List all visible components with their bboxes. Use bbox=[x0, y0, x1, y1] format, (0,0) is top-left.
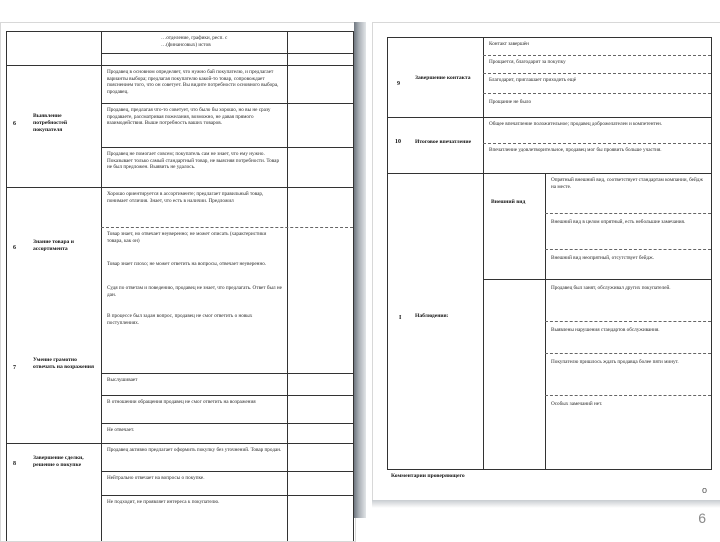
row-cell: В процессе был задан вопрос, продавец не смог ответить о новых поступлениях. bbox=[107, 313, 253, 326]
row-cell: В отношении обращения продавец не смог ответить на возражения bbox=[107, 399, 256, 405]
row-cell: Покупателю пришлось ждать продавца более пяти минут. bbox=[551, 359, 679, 365]
row-cell: Товар знает плохо; не может ответить на вопросы, отвечает неуверенно. bbox=[107, 261, 267, 267]
row-cell: Выслушивает bbox=[107, 377, 138, 383]
table-border bbox=[6, 31, 7, 541]
row-cell: Опрятный внешний вид, соответствует стандартам компании, бейдж на месте. bbox=[551, 177, 703, 190]
row-cell: Внешний вид в целом опрятный, есть небольшие замечания. bbox=[551, 219, 686, 225]
table-border bbox=[483, 279, 711, 280]
table-border bbox=[101, 103, 353, 104]
table-border bbox=[101, 395, 353, 396]
table-border bbox=[101, 373, 353, 374]
row-divider bbox=[483, 143, 711, 144]
row-cell: Продавец в основном определяет, что нужно бай покупателю, и предлагает варианты выбора; предлагая покупателю какой-то товар, сопровождает пояснением того, что он советует. Вы видите потребности основного выбора, продавец. bbox=[107, 69, 279, 95]
table-border bbox=[6, 443, 354, 444]
row-cell: Не подходит, не проявляет интереса к покупателю. bbox=[107, 499, 220, 505]
row-cell: Не отвечает. bbox=[107, 427, 135, 433]
row-cell: Контакт завершён bbox=[489, 41, 529, 47]
table-border bbox=[101, 31, 102, 541]
header-line-secondary: …(финансовых) истов bbox=[161, 42, 211, 48]
page-shadow bbox=[354, 22, 366, 518]
row-label: Итоговое впечатление bbox=[415, 139, 472, 145]
row-cell: Судя по ответам и поведению, продавец не знает, что предлагать. Ответ был не дан. bbox=[107, 285, 282, 298]
row-label: Завершение сделки, решение о покупке bbox=[33, 455, 84, 468]
row-label: Внешний вид bbox=[491, 199, 526, 205]
row-divider bbox=[483, 93, 711, 94]
row-label: Умение грамотно отвечать на возражения bbox=[33, 357, 95, 370]
row-cell: Продавец не помогает совсем; покупатель сам не знает, что ему нужно. Показывает только самый стандартный товар, не выясняя потребности. Товар не был предложен. Выявить не удалось. bbox=[107, 151, 280, 171]
row-label: Завершение контакта bbox=[415, 75, 471, 81]
row-divider bbox=[545, 353, 711, 354]
page-shadow bbox=[372, 500, 720, 508]
table-border bbox=[101, 471, 353, 472]
row-cell: Общее впечатление положительное; продавец доброжелателен и компетентен. bbox=[489, 121, 663, 127]
table-border bbox=[387, 37, 388, 469]
row-cell: Прощается, благодарит за покупку bbox=[489, 59, 566, 65]
row-cell: Прощание не было bbox=[489, 99, 532, 105]
row-divider bbox=[545, 395, 711, 396]
document-page-left bbox=[0, 22, 356, 542]
page-corner-icon: o bbox=[702, 485, 708, 495]
table-border bbox=[6, 187, 354, 188]
row-cell: Нейтрально отвечает на вопросы о покупке. bbox=[107, 475, 205, 481]
row-label: Знание товара и ассортимента bbox=[33, 239, 74, 252]
table-border bbox=[101, 495, 353, 496]
slide-number: 6 bbox=[698, 510, 706, 526]
table-border bbox=[387, 37, 712, 38]
row-label: Наблюдения: bbox=[415, 313, 449, 319]
table-border bbox=[6, 65, 354, 66]
table-border bbox=[387, 117, 712, 118]
table-border bbox=[101, 423, 353, 424]
table-border bbox=[101, 147, 353, 148]
table-border bbox=[483, 37, 484, 469]
row-number: 6 bbox=[13, 245, 16, 251]
table-border bbox=[287, 31, 288, 541]
row-cell: Выявлены нарушения стандартов обслуживания. bbox=[551, 327, 660, 333]
row-divider bbox=[545, 321, 711, 322]
table-border bbox=[387, 173, 712, 174]
header-line: …отделение, графики, респ. с bbox=[161, 35, 228, 41]
row-cell: Продавец был занят, обслуживал других покупателей. bbox=[551, 285, 671, 291]
row-cell: Хорошо ориентируется в ассортименте; предлагает правильный товар, понимает отличия. Знает, что есть в наличии. Предложил bbox=[107, 191, 264, 204]
footer-label: Комментарии проверяющего bbox=[391, 473, 465, 479]
row-number: I bbox=[399, 315, 402, 321]
table-border bbox=[387, 469, 712, 470]
table-border bbox=[711, 37, 712, 469]
row-cell: Благодарит, приглашает приходить ещё bbox=[489, 77, 577, 83]
row-cell: Товар знает, но отвечает неуверенно; не может описать (характеристики товара, как он) bbox=[107, 231, 267, 244]
row-number: 10 bbox=[395, 139, 401, 145]
row-divider bbox=[483, 55, 711, 56]
row-cell: Продавец активно предлагает оформить покупку без уточнений. Товар продан. bbox=[107, 447, 282, 453]
row-number: 9 bbox=[397, 81, 400, 87]
row-divider bbox=[545, 213, 711, 214]
row-cell: Впечатление удовлетворительное, продавец мог бы проявить больше участия. bbox=[489, 147, 662, 153]
table-border bbox=[6, 31, 354, 32]
row-number: 6 bbox=[13, 121, 16, 127]
row-cell: Внешний вид неопрятный, отсутствует бейдж. bbox=[551, 255, 655, 261]
document-page-right bbox=[372, 22, 720, 502]
row-divider bbox=[545, 249, 711, 250]
row-cell: Особых замечаний нет. bbox=[551, 401, 603, 407]
row-number: 8 bbox=[13, 461, 16, 467]
row-label: Выявление потребностей покупателя bbox=[33, 113, 68, 133]
row-number: 7 bbox=[13, 365, 16, 371]
table-border bbox=[101, 53, 353, 54]
row-cell: Продавец, предлагая что-то советует, что было бы хорошо, но вы не сразу продаваете, рассматривая пожелания, возможно, не давая прямого взаимодействия. Выше потребность ваших товаров. bbox=[107, 107, 271, 127]
row-divider bbox=[483, 73, 711, 74]
row-divider bbox=[101, 227, 353, 228]
